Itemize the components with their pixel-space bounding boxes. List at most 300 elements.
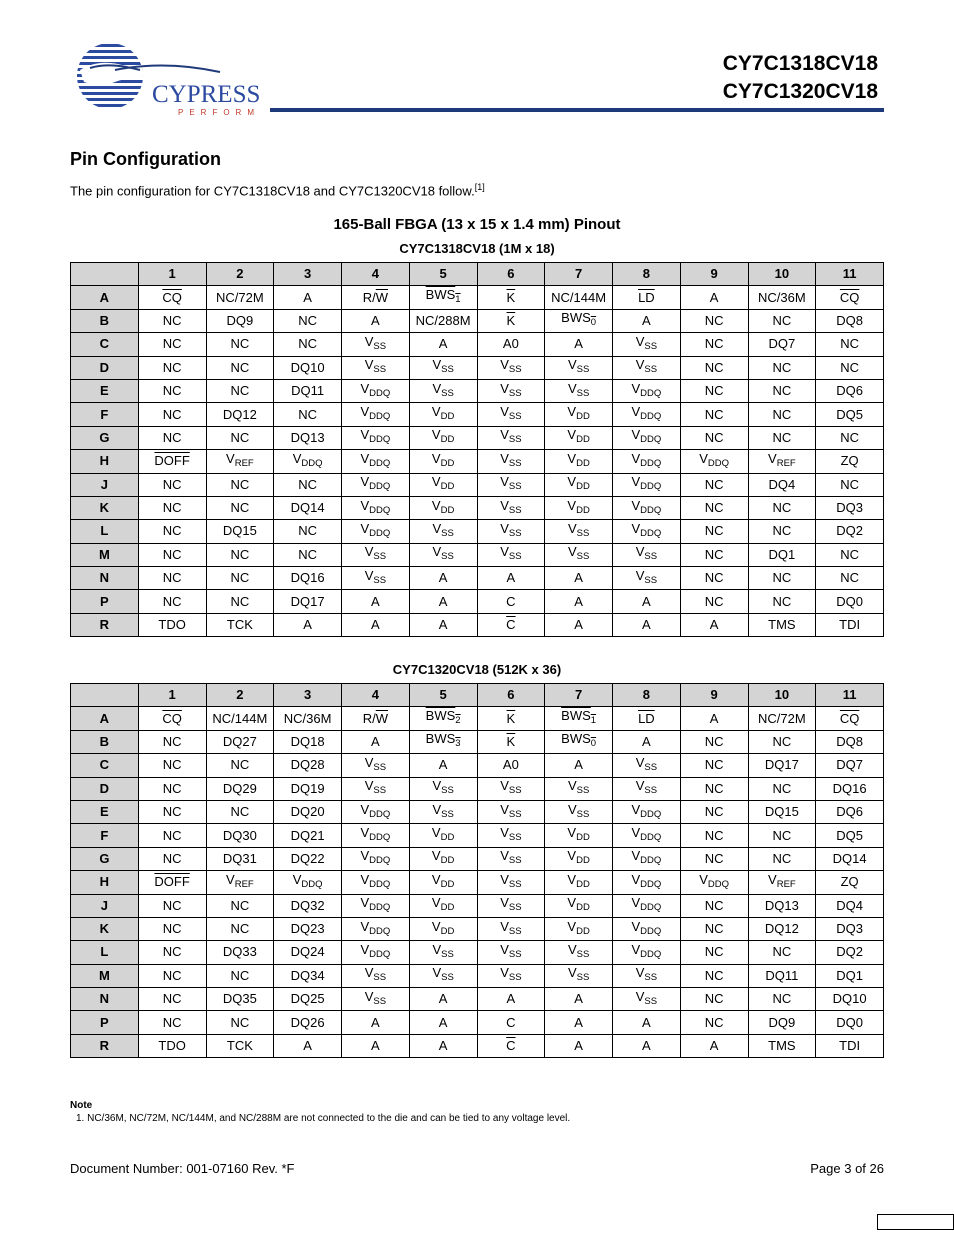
- row-header: J: [71, 894, 139, 917]
- pin-cell: NC: [138, 800, 206, 823]
- row-header: D: [71, 777, 139, 800]
- table-header-row: [71, 263, 884, 286]
- pin-cell: $V_{DDQ}$: [613, 426, 681, 449]
- pin-cell: NC: [680, 473, 748, 496]
- row-header: K: [71, 496, 139, 519]
- pin-cell: A: [477, 567, 545, 590]
- pin-cell: $V_{DD}$: [545, 847, 613, 870]
- pin-cell: $V_{DD}$: [545, 871, 613, 894]
- pin-cell: NC: [206, 754, 274, 777]
- pin-cell: $V_{SS}$: [613, 543, 681, 566]
- pin-cell: NC: [206, 333, 274, 356]
- pin-cell: $V_{DD}$: [409, 403, 477, 426]
- pin-cell: NC: [680, 941, 748, 964]
- pin-cell: ZQ: [816, 450, 884, 473]
- column-header: 8: [613, 263, 681, 286]
- pin-cell: NC: [206, 496, 274, 519]
- pin-cell: NC: [138, 777, 206, 800]
- table-row: [71, 1011, 884, 1034]
- column-header: 5: [409, 263, 477, 286]
- pin-cell: DQ15: [748, 800, 816, 823]
- pin-cell: $V_{SS}$: [545, 543, 613, 566]
- pin-cell: $V_{SS}$: [477, 824, 545, 847]
- pin-cell: $V_{DDQ}$: [613, 894, 681, 917]
- column-header: 1: [138, 684, 206, 707]
- row-header: M: [71, 964, 139, 987]
- pin-cell: DQ31: [206, 847, 274, 870]
- pin-cell: $V_{SS}$: [409, 356, 477, 379]
- pin-cell: $V_{SS}$: [342, 333, 410, 356]
- pin-cell: NC: [138, 403, 206, 426]
- page-number: Page 3 of 26: [810, 1161, 884, 1176]
- pin-cell: $BWS_3$: [409, 730, 477, 753]
- pin-cell: NC: [274, 333, 342, 356]
- row-header: E: [71, 379, 139, 402]
- pin-cell: $V_{SS}$: [477, 450, 545, 473]
- pin-cell: DOFF: [138, 871, 206, 894]
- feedback-box[interactable]: [877, 1214, 954, 1230]
- pin-cell: DQ7: [816, 754, 884, 777]
- pin-cell: NC/144M: [206, 707, 274, 730]
- pin-cell: NC: [138, 356, 206, 379]
- pin-cell: $V_{SS}$: [342, 543, 410, 566]
- pin-cell: $V_{SS}$: [613, 964, 681, 987]
- row-header: P: [71, 590, 139, 613]
- pin-cell: TCK: [206, 1034, 274, 1057]
- pin-cell: NC: [206, 894, 274, 917]
- row-header: N: [71, 567, 139, 590]
- pin-cell: $\overline{K}$: [477, 707, 545, 730]
- row-header: C: [71, 754, 139, 777]
- pin-cell: $V_{DDQ}$: [613, 403, 681, 426]
- table-row: [71, 800, 884, 823]
- pin-cell: $V_{SS}$: [613, 333, 681, 356]
- row-header: R: [71, 613, 139, 636]
- pin-cell: NC: [816, 333, 884, 356]
- pin-cell: A: [342, 613, 410, 636]
- intro-text: The pin configuration for CY7C1318CV18 and CY7C1320CV18 follow.[1]: [70, 182, 485, 199]
- pin-cell: DQ14: [816, 847, 884, 870]
- pin-cell: A: [613, 1011, 681, 1034]
- pin-cell: NC: [680, 964, 748, 987]
- pin-cell: $V_{DDQ}$: [613, 800, 681, 823]
- pin-cell: $\overline{CQ}$: [138, 707, 206, 730]
- pin-cell: $V_{DDQ}$: [613, 520, 681, 543]
- row-header: M: [71, 543, 139, 566]
- pin-cell: NC/288M: [409, 309, 477, 332]
- pin-cell: DQ2: [816, 941, 884, 964]
- row-header: C: [71, 333, 139, 356]
- pin-cell: DQ2: [816, 520, 884, 543]
- table-row: [71, 707, 884, 730]
- pin-cell: DQ14: [274, 496, 342, 519]
- pin-cell: NC: [680, 333, 748, 356]
- pin-cell: NC: [748, 988, 816, 1011]
- pin-cell: $V_{DD}$: [409, 450, 477, 473]
- pin-cell: NC: [206, 356, 274, 379]
- row-header: B: [71, 730, 139, 753]
- pin-cell: NC: [138, 567, 206, 590]
- pin-cell: $V_{DDQ}$: [613, 450, 681, 473]
- pin-cell: TMS: [748, 1034, 816, 1057]
- pin-cell: DQ9: [206, 309, 274, 332]
- pin-cell: NC: [680, 824, 748, 847]
- pin-cell: NC: [138, 824, 206, 847]
- pin-cell: NC: [138, 543, 206, 566]
- pin-cell: NC: [206, 800, 274, 823]
- table-row: [71, 543, 884, 566]
- pin-cell: NC/72M: [206, 286, 274, 309]
- pin-cell: DQ35: [206, 988, 274, 1011]
- pin-cell: $V_{DD}$: [409, 871, 477, 894]
- pin-cell: NC: [680, 917, 748, 940]
- pin-cell: NC: [748, 567, 816, 590]
- pin-cell: NC: [206, 473, 274, 496]
- pin-cell: DQ29: [206, 777, 274, 800]
- pin-cell: $V_{DDQ}$: [342, 426, 410, 449]
- table-row: [71, 473, 884, 496]
- pin-cell: NC: [748, 356, 816, 379]
- pin-cell: NC/72M: [748, 707, 816, 730]
- pin-cell: DQ7: [748, 333, 816, 356]
- pin-cell: NC/36M: [274, 707, 342, 730]
- pin-cell: $V_{SS}$: [477, 917, 545, 940]
- pin-cell: $V_{SS}$: [477, 473, 545, 496]
- pin-cell: $V_{DDQ}$: [342, 894, 410, 917]
- pin-cell: $V_{DDQ}$: [342, 847, 410, 870]
- pinout-table-1320: [70, 683, 884, 1058]
- pin-cell: A: [545, 1011, 613, 1034]
- pin-cell: $V_{SS}$: [342, 356, 410, 379]
- table-row: [71, 403, 884, 426]
- table-row: [71, 496, 884, 519]
- cypress-logo: [70, 40, 265, 120]
- pin-cell: $BWS_0$: [545, 309, 613, 332]
- pin-cell: $V_{DDQ}$: [613, 871, 681, 894]
- pin-cell: $V_{DD}$: [409, 917, 477, 940]
- pin-cell: NC: [680, 777, 748, 800]
- pin-cell: $V_{SS}$: [613, 356, 681, 379]
- pin-cell: A: [680, 286, 748, 309]
- pin-cell: $V_{SS}$: [409, 800, 477, 823]
- note-title: Note: [70, 1100, 93, 1111]
- pin-cell: $\overline{C}$: [477, 613, 545, 636]
- pin-cell: $BWS_1$: [409, 286, 477, 309]
- row-header: J: [71, 473, 139, 496]
- pin-cell: $V_{SS}$: [477, 379, 545, 402]
- pin-cell: $V_{DD}$: [545, 473, 613, 496]
- pin-cell: NC: [138, 941, 206, 964]
- table-row: [71, 613, 884, 636]
- pin-cell: NC: [748, 496, 816, 519]
- document-number: Document Number: 001-07160 Rev. *F: [70, 1161, 295, 1176]
- pin-cell: $V_{SS}$: [409, 543, 477, 566]
- pin-cell: NC: [680, 520, 748, 543]
- table-row: [71, 777, 884, 800]
- pin-cell: A: [477, 988, 545, 1011]
- pin-cell: DQ4: [748, 473, 816, 496]
- table-row: [71, 333, 884, 356]
- table-row: [71, 988, 884, 1011]
- pin-cell: NC: [748, 403, 816, 426]
- pin-cell: NC: [816, 356, 884, 379]
- pin-cell: NC: [680, 426, 748, 449]
- pin-cell: $BWS_2$: [409, 707, 477, 730]
- pin-cell: A: [342, 730, 410, 753]
- pin-cell: NC/144M: [545, 286, 613, 309]
- pin-cell: DQ10: [816, 988, 884, 1011]
- pin-cell: ZQ: [816, 871, 884, 894]
- pin-cell: $V_{DDQ}$: [680, 450, 748, 473]
- pin-cell: DQ27: [206, 730, 274, 753]
- pin-cell: A: [409, 988, 477, 1011]
- pin-cell: TMS: [748, 613, 816, 636]
- table-row: [71, 590, 884, 613]
- pin-cell: $V_{SS}$: [545, 964, 613, 987]
- pin-cell: $V_{SS}$: [545, 520, 613, 543]
- pin-cell: TDI: [816, 1034, 884, 1057]
- pin-cell: $V_{DD}$: [545, 824, 613, 847]
- pin-cell: DQ1: [748, 543, 816, 566]
- pin-cell: DQ22: [274, 847, 342, 870]
- pin-cell: TDO: [138, 613, 206, 636]
- pin-cell: $BWS_0$: [545, 730, 613, 753]
- pin-cell: NC: [138, 988, 206, 1011]
- pin-cell: NC: [680, 496, 748, 519]
- pin-cell: DQ19: [274, 777, 342, 800]
- table-row: [71, 871, 884, 894]
- pin-cell: A: [545, 754, 613, 777]
- pin-cell: NC: [748, 590, 816, 613]
- pin-cell: A0: [477, 754, 545, 777]
- pin-cell: A: [409, 1034, 477, 1057]
- pin-cell: NC/36M: [748, 286, 816, 309]
- pin-cell: $\overline{C}$: [477, 1034, 545, 1057]
- pin-cell: A: [409, 754, 477, 777]
- pin-cell: $V_{DDQ}$: [613, 496, 681, 519]
- pin-cell: $V_{SS}$: [545, 800, 613, 823]
- pin-cell: NC: [274, 309, 342, 332]
- pin-cell: A: [613, 613, 681, 636]
- table-row: [71, 894, 884, 917]
- pin-cell: DQ16: [816, 777, 884, 800]
- pin-cell: $V_{SS}$: [477, 941, 545, 964]
- row-header: A: [71, 286, 139, 309]
- pin-cell: A0: [477, 333, 545, 356]
- pin-cell: NC: [138, 964, 206, 987]
- pin-cell: $V_{SS}$: [409, 941, 477, 964]
- pin-cell: NC: [138, 426, 206, 449]
- column-header: 9: [680, 684, 748, 707]
- pin-cell: $V_{DD}$: [545, 496, 613, 519]
- pin-cell: DQ30: [206, 824, 274, 847]
- row-header: G: [71, 847, 139, 870]
- table-row: [71, 379, 884, 402]
- row-header: H: [71, 450, 139, 473]
- pin-cell: DQ8: [816, 309, 884, 332]
- pin-cell: DQ12: [748, 917, 816, 940]
- column-header: 1: [138, 263, 206, 286]
- pin-cell: DQ11: [274, 379, 342, 402]
- pin-cell: $V_{DDQ}$: [342, 379, 410, 402]
- row-header: H: [71, 871, 139, 894]
- row-header: P: [71, 1011, 139, 1034]
- column-header: 10: [748, 263, 816, 286]
- table-row: [71, 941, 884, 964]
- pin-cell: $\overline{LD}$: [613, 286, 681, 309]
- column-header: 3: [274, 263, 342, 286]
- pin-cell: DQ6: [816, 800, 884, 823]
- pin-cell: NC: [206, 1011, 274, 1034]
- table-row: [71, 1034, 884, 1057]
- pin-cell: NC: [206, 590, 274, 613]
- note-text: 1. NC/36M, NC/72M, NC/144M, and NC/288M are not connected to the die and can be tied to any voltage level.: [76, 1113, 571, 1124]
- pin-cell: NC: [680, 800, 748, 823]
- pin-cell: DQ23: [274, 917, 342, 940]
- pin-cell: $V_{DDQ}$: [680, 871, 748, 894]
- pin-cell: A: [545, 590, 613, 613]
- pin-cell: $V_{DDQ}$: [342, 473, 410, 496]
- pin-cell: DQ8: [816, 730, 884, 753]
- pin-cell: $V_{DDQ}$: [342, 871, 410, 894]
- pin-cell: $V_{SS}$: [477, 964, 545, 987]
- table-title-1318: CY7C1318CV18 (1M x 18): [399, 241, 555, 256]
- pin-cell: $V_{SS}$: [477, 496, 545, 519]
- pin-cell: NC: [680, 590, 748, 613]
- pin-cell: $V_{DDQ}$: [342, 824, 410, 847]
- part-number-2: CY7C1320CV18: [722, 80, 878, 103]
- pin-cell: A: [680, 1034, 748, 1057]
- pin-cell: A: [342, 309, 410, 332]
- pin-cell: NC: [680, 379, 748, 402]
- pin-cell: NC: [274, 473, 342, 496]
- pin-cell: TDI: [816, 613, 884, 636]
- pin-cell: NC: [680, 543, 748, 566]
- pin-cell: DQ26: [274, 1011, 342, 1034]
- pin-cell: NC: [138, 473, 206, 496]
- pin-cell: TCK: [206, 613, 274, 636]
- pin-cell: C: [477, 590, 545, 613]
- part-number-1: CY7C1318CV18: [722, 52, 878, 75]
- pin-cell: DQ15: [206, 520, 274, 543]
- pin-cell: $V_{SS}$: [409, 520, 477, 543]
- pin-cell: A: [409, 1011, 477, 1034]
- table-row: [71, 824, 884, 847]
- pin-cell: $\overline{CQ}$: [816, 286, 884, 309]
- pin-cell: NC: [138, 917, 206, 940]
- pin-cell: A: [545, 567, 613, 590]
- pin-cell: $V_{REF}$: [206, 450, 274, 473]
- pin-cell: $V_{DDQ}$: [342, 800, 410, 823]
- column-header: 11: [816, 263, 884, 286]
- pin-cell: NC: [816, 543, 884, 566]
- pin-cell: $V_{DDQ}$: [613, 847, 681, 870]
- figure-title: 165-Ball FBGA (13 x 15 x 1.4 mm) Pinout: [333, 216, 621, 233]
- pin-cell: $V_{DDQ}$: [274, 871, 342, 894]
- column-header: 2: [206, 263, 274, 286]
- pin-cell: DQ21: [274, 824, 342, 847]
- pin-cell: A: [545, 988, 613, 1011]
- corner-cell: [71, 263, 139, 286]
- pin-cell: DQ20: [274, 800, 342, 823]
- pin-cell: A: [409, 333, 477, 356]
- pin-cell: DQ13: [748, 894, 816, 917]
- pin-cell: NC: [138, 847, 206, 870]
- pin-cell: NC: [748, 379, 816, 402]
- pin-cell: DQ1: [816, 964, 884, 987]
- pin-cell: DQ6: [816, 379, 884, 402]
- pin-cell: DQ4: [816, 894, 884, 917]
- pin-cell: $V_{SS}$: [342, 777, 410, 800]
- table-row: [71, 309, 884, 332]
- row-header: B: [71, 309, 139, 332]
- pin-cell: $\overline{K}$: [477, 286, 545, 309]
- pin-cell: $\overline{K}$: [477, 730, 545, 753]
- pin-cell: DQ5: [816, 403, 884, 426]
- pin-cell: $R/\overline{W}$: [342, 286, 410, 309]
- part-numbers: [723, 50, 878, 106]
- pin-cell: DQ28: [274, 754, 342, 777]
- row-header: R: [71, 1034, 139, 1057]
- pin-cell: NC: [680, 356, 748, 379]
- pin-cell: A: [274, 286, 342, 309]
- pin-cell: $V_{SS}$: [342, 964, 410, 987]
- pin-cell: NC: [680, 988, 748, 1011]
- pin-cell: NC: [748, 847, 816, 870]
- pin-cell: A: [274, 1034, 342, 1057]
- table-row: [71, 567, 884, 590]
- pin-cell: $V_{SS}$: [477, 871, 545, 894]
- pin-cell: $V_{DDQ}$: [342, 941, 410, 964]
- column-header: 9: [680, 263, 748, 286]
- pin-cell: $V_{SS}$: [409, 379, 477, 402]
- pin-cell: NC: [206, 567, 274, 590]
- pin-cell: NC: [748, 730, 816, 753]
- row-header: N: [71, 988, 139, 1011]
- pin-cell: NC: [680, 567, 748, 590]
- pin-cell: NC: [206, 543, 274, 566]
- footnote-ref[interactable]: [1]: [474, 182, 485, 192]
- column-header: 11: [816, 684, 884, 707]
- pin-cell: NC: [138, 1011, 206, 1034]
- table-row: [71, 917, 884, 940]
- pin-cell: DQ9: [748, 1011, 816, 1034]
- table-row: [71, 356, 884, 379]
- pin-cell: $V_{DD}$: [545, 403, 613, 426]
- pin-cell: $V_{DDQ}$: [613, 941, 681, 964]
- pin-cell: $V_{DD}$: [545, 894, 613, 917]
- pin-cell: NC: [748, 520, 816, 543]
- pin-cell: NC: [206, 379, 274, 402]
- pin-cell: TDO: [138, 1034, 206, 1057]
- pin-cell: A: [342, 1034, 410, 1057]
- pin-cell: NC: [680, 1011, 748, 1034]
- pin-cell: NC: [680, 894, 748, 917]
- pin-cell: DQ13: [274, 426, 342, 449]
- pin-cell: DQ3: [816, 496, 884, 519]
- pin-cell: A: [409, 613, 477, 636]
- pinout-table-1318: [70, 262, 884, 637]
- pin-cell: NC: [138, 309, 206, 332]
- column-header: 7: [545, 684, 613, 707]
- pin-cell: DQ0: [816, 590, 884, 613]
- pin-cell: $V_{SS}$: [545, 356, 613, 379]
- column-header: 10: [748, 684, 816, 707]
- pin-cell: NC: [138, 520, 206, 543]
- pin-cell: $V_{DD}$: [545, 426, 613, 449]
- pin-cell: $V_{DD}$: [409, 473, 477, 496]
- table-header-row: [71, 684, 884, 707]
